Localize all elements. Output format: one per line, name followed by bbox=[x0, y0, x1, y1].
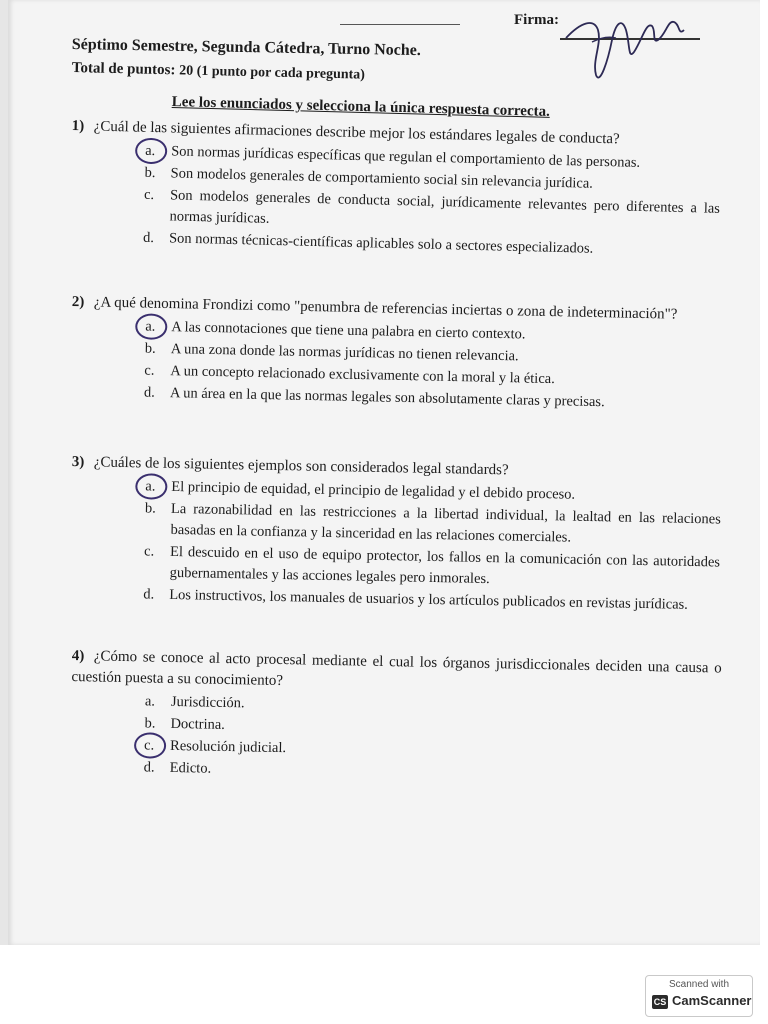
question-prompt: ¿Cómo se conoce al acto procesal mediante el cual los órganos jurisdiccionales deciden una causa o cuestión puesta a su conocimiento? bbox=[71, 648, 722, 690]
option-text: Resolución judicial. bbox=[169, 737, 287, 757]
firma-label: Firma: bbox=[514, 12, 559, 28]
option-letter: b. bbox=[144, 340, 156, 357]
question-2-options bbox=[144, 317, 722, 416]
option-text: Son normas jurídicas específicas que regulan el comportamiento de las personas. bbox=[170, 143, 641, 171]
option-text: La razonabilidad en las restricciones a la libertad individual, la lealtad en las relaciones basadas en la confianza y la sinceridad en las relaciones comerciales. bbox=[170, 500, 721, 546]
question-prompt: ¿Cuál de las siguientes afirmaciones describe mejor los estándares legales de conducta? bbox=[93, 118, 620, 148]
question-number: 3) bbox=[71, 453, 85, 471]
option-letter: b. bbox=[144, 164, 156, 182]
camscanner-watermark bbox=[645, 975, 753, 1017]
question-4-options bbox=[143, 691, 721, 789]
question-4 bbox=[69, 646, 721, 790]
page-edge-shadow bbox=[0, 0, 8, 945]
option-text: A un concepto relacionado exclusivamente con la moral y la ética. bbox=[170, 363, 555, 388]
option-letter: c. bbox=[143, 186, 155, 204]
total-value: 20 (1 punto por cada pregunta) bbox=[179, 63, 366, 83]
question-3 bbox=[69, 452, 722, 617]
option-letter: d. bbox=[142, 229, 155, 247]
scanned-with-text: Scanned with bbox=[668, 979, 730, 990]
camscanner-logo-icon: CS bbox=[653, 997, 667, 1007]
option-letter: d. bbox=[143, 586, 155, 603]
question-3-options bbox=[143, 476, 721, 616]
option-text: Edicto. bbox=[169, 759, 212, 777]
total-label: Total de puntos: bbox=[71, 60, 176, 79]
course-info: Séptimo Semestre, Segunda Cátedra, Turno Noche. bbox=[71, 36, 421, 60]
option-letter: a. bbox=[145, 317, 165, 338]
option-text: A las connotaciones que tiene una palabra en cierto contexto. bbox=[171, 319, 526, 343]
question-prompt: ¿A qué denomina Frondizi como "penumbra de referencias inciertas o zona de indeterminación"? bbox=[93, 294, 678, 323]
option-text: A una zona donde las normas jurídicas no tienen relevancia. bbox=[170, 341, 519, 365]
question-number: 4) bbox=[71, 647, 85, 665]
option-text: El principio de equidad, el principio de legalidad y el debido proceso. bbox=[171, 478, 576, 503]
question-number: 1) bbox=[71, 117, 85, 135]
instructions: Lee los enunciados y selecciona la única respuesta correcta. bbox=[171, 94, 551, 120]
option-letter: a. bbox=[144, 693, 156, 710]
option-letter: b. bbox=[144, 500, 156, 517]
option-text: A un área en la que las normas legales son absolutamente claras y precisas. bbox=[169, 385, 605, 411]
option-text: Son modelos generales de conducta social, jurídicamente relevantes pero diferentes a las normas jurídicas. bbox=[169, 187, 721, 227]
option-text: Son normas técnicas-científicas aplicables solo a sectores especializados. bbox=[168, 230, 594, 257]
option-letter: a. bbox=[145, 476, 165, 497]
option-letter: a. bbox=[145, 141, 166, 162]
handwritten-signature bbox=[556, 0, 696, 90]
camscanner-name: CamScanner bbox=[672, 993, 752, 1008]
option-text: El descuido en el uso de equipo protector, los fallos en la comunicación con las autoridades gubernamentales y las acciones legales pero inmorales. bbox=[169, 543, 721, 588]
name-line bbox=[340, 24, 460, 25]
option-letter: c. bbox=[143, 543, 155, 560]
question-2 bbox=[70, 292, 722, 417]
option-text: Son modelos generales de comportamiento social sin relevancia jurídica. bbox=[170, 165, 594, 192]
question-1 bbox=[69, 116, 722, 264]
option-letter: c. bbox=[144, 735, 164, 756]
question-1-options bbox=[143, 141, 721, 263]
question-number: 2) bbox=[71, 293, 85, 311]
option-text: Doctrina. bbox=[170, 715, 226, 733]
option-letter: d. bbox=[143, 384, 155, 401]
option-letter: b. bbox=[144, 715, 156, 732]
option-letter: c. bbox=[144, 362, 155, 379]
question-prompt: ¿Cuáles de los siguientes ejemplos son considerados legal standards? bbox=[93, 454, 509, 479]
option-text: Los instructivos, los manuales de usuarios y los artículos publicados en revistas jurídicas. bbox=[169, 586, 689, 613]
option-text: Jurisdicción. bbox=[170, 693, 245, 712]
option-letter: d. bbox=[143, 759, 155, 776]
